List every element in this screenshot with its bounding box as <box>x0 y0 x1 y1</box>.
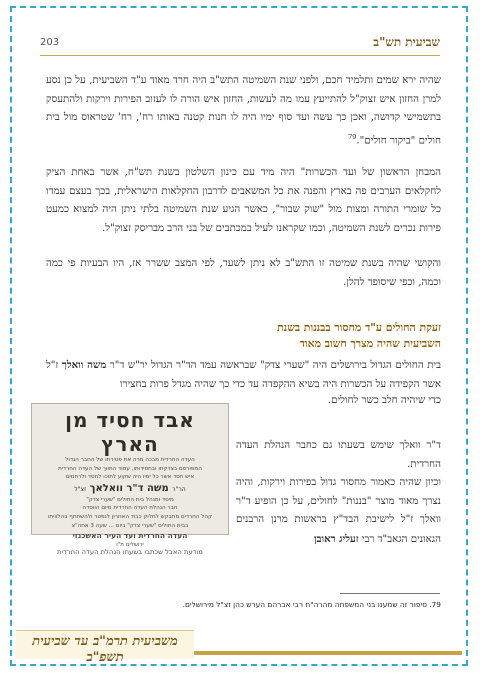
notice-line: קהל החרדים מתבקש לחלוק כבוד האחרון לנפטר ולהשתתף בהלוויתו <box>47 513 213 520</box>
image-caption: מודעת האבל שכתבו בשעתו הנהלת העדה החרדית <box>57 548 203 556</box>
notice-line: המפורסם בצדקתו ובחסידותו, עמוד התווך של העדה החרדית <box>58 465 202 472</box>
notice-place: ירושלים ת"ו <box>116 542 144 549</box>
notice-signature: העדה החרדית ועד העיר האשכנזי <box>72 531 188 541</box>
mourning-notice-image <box>31 403 229 549</box>
notice-name-row <box>38 482 222 496</box>
page-header <box>40 37 440 56</box>
footnote-ref[interactable]: 79 <box>348 132 357 141</box>
paragraph-7-pre: וכיון שהיה כאמור מחסור גדול בפירות וירקות, והיה נצרך מאוד מוצר "בננות" לחולים, על כן הופיע ד"ר וואלך ז"ל לישיבת הבד"ץ בראשות מרנן הרבנים הגאונים הגאב"ד רבי <box>236 477 441 545</box>
notice-name: משה ד"ר וואלאך <box>89 482 169 494</box>
footnote: 79. סיפור זה שמענו בני המשפחה מהרה"ח רבי אברהם הערש כהן זצ"ל מירושלים. <box>182 600 441 609</box>
footer-book-title: משביעית תרמ"ב עד שביעית תשפ"ב <box>32 634 178 665</box>
footnote-divider <box>340 593 440 594</box>
notice-line: חבר הנהלת העדה החרדית מיום הווסדה <box>82 505 178 512</box>
paragraph-1 <box>46 72 441 150</box>
paragraph-2: המבחן הראשון של ועד הכשרות" היה מיד עם כינון השלטון בשנת תש"ח, אשר באחת הציק לחקלאים הערבים פה בארץ והפנה את כל המשאבים לדרבון החקלאות הישראלית, בכך בעצם עמדו כל שומרי התורה ומצות מול "שוק שבור", כאשר הגיע שנת השמיטה בלתי ניתן היה למצוא כמעט פירות נכרים לשנת השמיטה, וכמו שקראנו לעיל במכתבים של בני הרב מבריסק זצוק"ל. <box>46 167 441 234</box>
notice-line: העדה החרדית מבכה מרה את פטירתו של החבר הגדול <box>65 457 195 463</box>
footer-rule <box>194 651 462 655</box>
paragraph-3: והקושי שהיה בשנת שמיטה זו התש"ב לא ניתן לשער, לפי המצב ששרר אז, היו הבעיות פי כמה וכמה, וכפי שיסופר להלן. <box>46 258 441 288</box>
section-title-line-2: השביעית שהיה מצרך חשוב מאוד <box>299 337 441 350</box>
paragraph-4-pre: בית החולים הגדול בירושלים היה "שערי צדק" שבראשה עמד הד"ר הגדול יר"ש ד"ר <box>106 360 442 371</box>
notice-name-suffix: זצ"ל <box>74 485 87 493</box>
section-title <box>46 320 441 352</box>
paragraph-4-name: משה וואלך <box>61 359 107 371</box>
paragraph-5: כדי שיהיה חלב כשר לחולים. <box>327 395 441 406</box>
notice-line: מיסד ומנהל בית החולים "שערי צדק" <box>86 496 174 503</box>
notice-line: בבית החולים "שערי צדק" ביום ... שעה 3 אחה"צ <box>71 522 189 529</box>
running-title: שביעית תש"ב <box>373 35 440 49</box>
paragraph-7-name: זעליג ראובן <box>313 532 359 545</box>
notice-line: איש חסד אשר כל ימיו היה שקוע לתוכו לחסד ולרחמים <box>65 474 195 481</box>
notice-name-prefix: הר"ר <box>172 485 186 493</box>
page-number: 203 <box>40 37 60 48</box>
paragraph-1-text: שהיה ירא שמים ותלמיד חכם, ולפני שנת השמיטה התש"ב היה חרד מאוד ע"ד השביעית, על כן נסע למרן החזון איש זצוק"ל להתייעץ עמו מה לעשות, החזון איש הורה לו לעזוב הפירות וירקות ולהתעסק בתשמישי קדושה, ואכן כך עשה ועד סוף ימיו היה לו חנות קטנה באותו רח', רח' שטראוס מול בית חולים "ביקור חולים". <box>46 75 441 146</box>
paragraph-6: ד"ר וואלך שימש בשעתו גם כחבר הנהלת העדה החרדית. <box>236 440 441 470</box>
notice-headline: אבד חסיד מן הארץ <box>65 408 195 456</box>
paragraph-4-post: ז"ל אשר הקפידה על הכשרות היה בשיא ההקפדה עד כדי כך שהיה מגדל פרות בחצירו <box>46 360 441 390</box>
section-title-line-1: זעקת החולים ע"ד מחסור בבננות בשנת <box>277 321 441 334</box>
paragraph-7 <box>236 474 441 549</box>
paragraph-4 <box>46 356 441 394</box>
